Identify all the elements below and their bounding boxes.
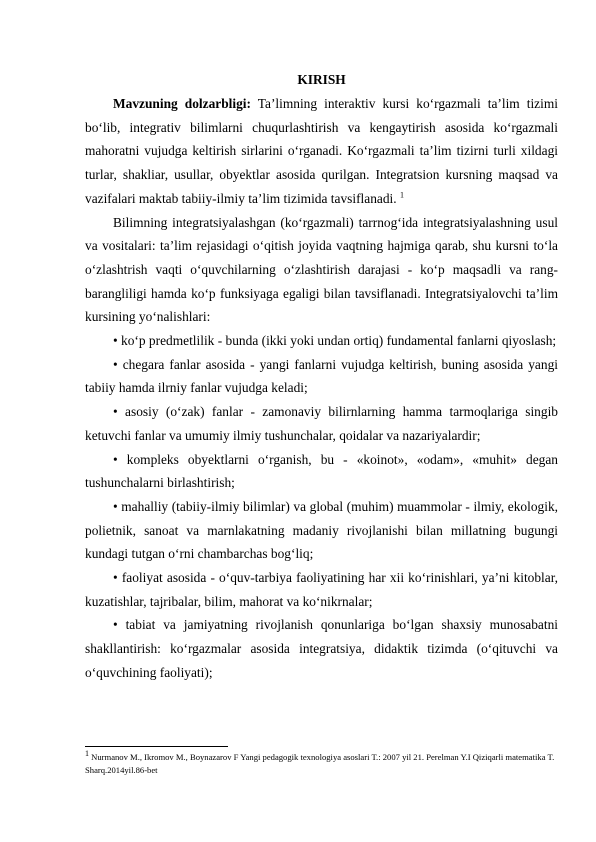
footnote-divider bbox=[85, 746, 228, 747]
footnote-number: 1 bbox=[85, 749, 89, 759]
list-item: • mahalliy (tabiiy-ilmiy bilimlar) va global (muhim) muammolar - ilmiy, ekologik, polietnik, sanoat va marnlakatning madaniy rivojlanishi bilan millatning bugungi kundagi tutgan o‘rni chambarchas bog‘liq; bbox=[85, 498, 558, 562]
list-item: • asosiy (o‘zak) fanlar - zamonaviy bilirnlarning hamma tarmoqlariga singib ketuvchi fanlar va umumiy ilmiy tushunchalar, qoidalar va nazariyalardir; bbox=[85, 404, 558, 443]
list-item: • faoliyat asosida - o‘quv-tarbiya faoliyatining har xii ko‘rinishlari, ya’ni kitoblar, kuzatishlar, tajribalar, bilim, mahorat va ko‘nikrnalar; bbox=[85, 570, 558, 609]
page-body bbox=[85, 70, 558, 685]
relevance-lead: Mavzuning dolzarbligi: bbox=[113, 96, 251, 111]
list-item: • chegara fanlar asosida - yangi fanlarni vujudga keltirish, buning asosida yangi tabiiy hamda ilrniy fanlar vujudga keladi; bbox=[85, 356, 558, 396]
list-item: • ko‘p predmetlilik - bunda (ikki yoki undan ortiq) fundamental fanlarni qiyoslash; bbox=[113, 333, 557, 349]
list-item: • tabiat va jamiyatning rivojlanish qonunlariga bo‘lgan shaxsiy munosabatni shakllantirish: ko‘rgazmalar asosida integratsiya, didaktik tizimda (o‘qituvchi va o‘quvchining faoliyati); bbox=[85, 617, 558, 680]
list-item: • kompleks obyektlarni o‘rganish, bu - «koinot», «odam», «muhit» degan tushunchalarni birlashtirish; bbox=[85, 451, 558, 491]
page-title: KIRISH bbox=[297, 72, 346, 87]
paragraph-relevance bbox=[85, 92, 558, 211]
relevance-text: Ta’limning interaktiv kursi ko‘rgazmali ta’lim tizimi bo‘lib, integrativ bilimlarni chuqurlashtirish va kengaytirish asosida ko‘rgazmali mahoratni vujudga keltirish sirlarini o‘rganadi. Ko‘rgazmali ta’lim tizirni turli xildagi turlar, shakliar, usullar, obyektlar asosida qurilgan. Integratsion kursning maqsad va vazifalari maktab tabiiy-ilmiy ta’lim tizimida tavsiflanadi. bbox=[85, 96, 558, 206]
footnote-ref[interactable]: 1 bbox=[399, 190, 404, 200]
footnote-text: Nurmanov M., Ikromov M., Boynazarov F Yangi pedagogik texnologiya asoslari T.: 2007 yil 21. Perelman Y.I Qiziqarli matematika T. Sharq.2014yil.86-bet bbox=[85, 752, 555, 775]
footnote bbox=[85, 751, 558, 776]
paragraph-integration: Bilimning integratsiyalashgan (ko‘rgazmali) tarrnog‘ida integratsiyalashning usul va vositalari: ta’lim rejasidagi o‘qitish joyida vaqtning hajmiga qarab, shu kursni to‘la o‘zlashtrish vaqti o‘quvchilarning o‘zlashtirish darajasi - ko‘p maqsadli va rang-barangliligi hamda ko‘p funksiyaga egaligi bilan tavsiflanadi. Integratsiyalovchi ta’lim kursining yo‘nalishlari: bbox=[85, 214, 558, 325]
footnote-area bbox=[85, 746, 558, 776]
